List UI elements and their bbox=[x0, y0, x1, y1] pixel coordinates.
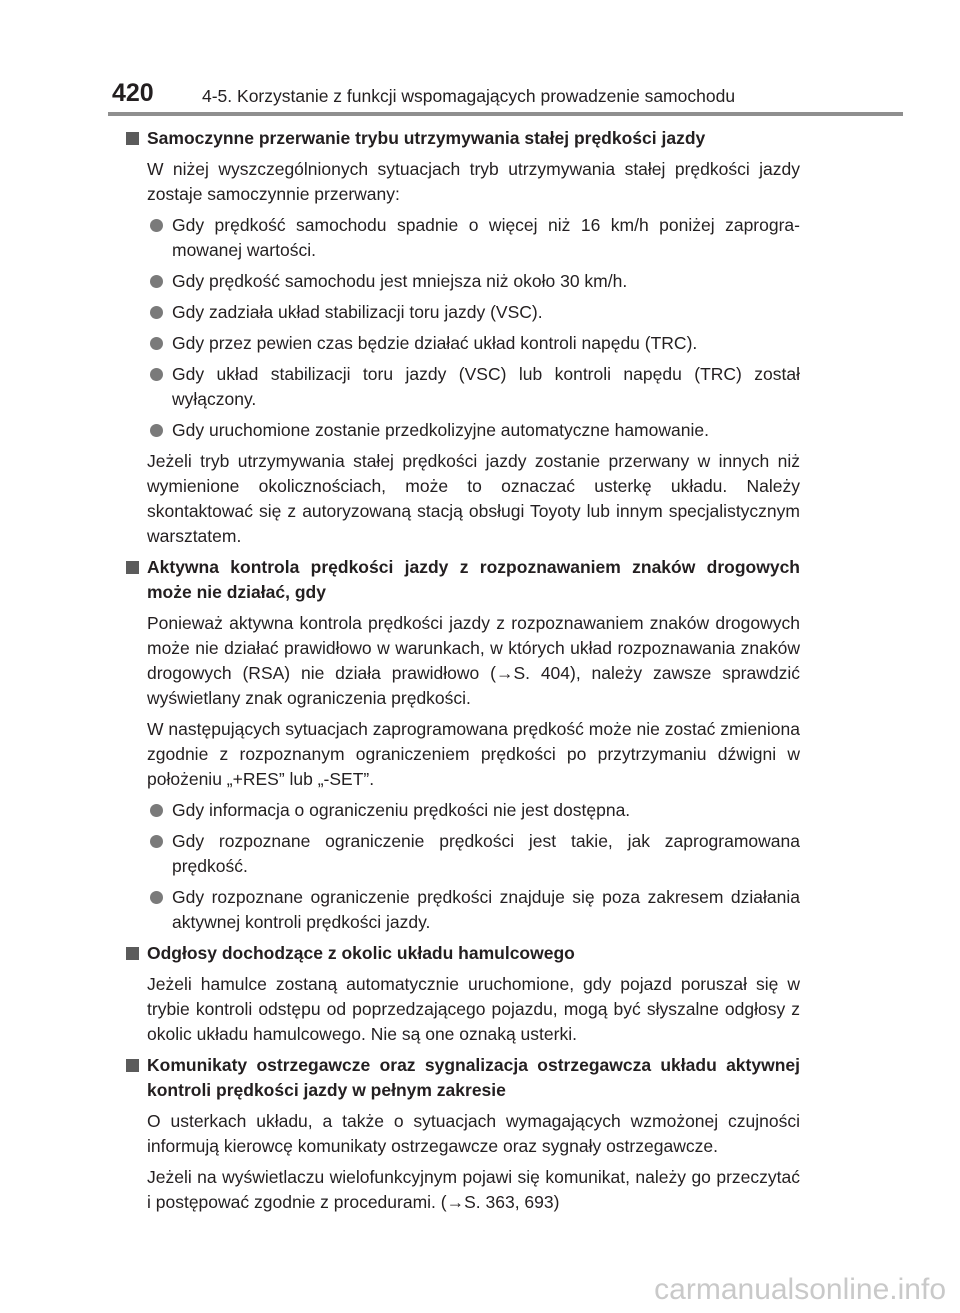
list-item-text: Gdy prędkość samochodu jest mniejsza niż około 30 km/h. bbox=[172, 271, 628, 291]
list-item bbox=[124, 300, 800, 325]
round-bullet-icon bbox=[150, 891, 163, 904]
section-warnings bbox=[124, 1053, 800, 1215]
header-divider bbox=[108, 112, 903, 116]
list-item-text: Gdy zadziała układ stabilizacji toru jazdy (VSC). bbox=[172, 302, 543, 322]
section-auto-cancel bbox=[124, 126, 800, 549]
round-bullet-icon bbox=[150, 804, 163, 817]
section-heading-text: Aktywna kontrola prędkości jazdy z rozpoznawaniem znaków drogowych może nie działać, gdy bbox=[147, 557, 800, 602]
list-item bbox=[124, 418, 800, 443]
round-bullet-icon bbox=[150, 219, 163, 232]
list-item-text: Gdy rozpoznane ograniczenie prędkości jest takie, jak zaprogramowana prędkość. bbox=[172, 831, 800, 876]
round-bullet-icon bbox=[150, 424, 163, 437]
paragraph: Jeżeli hamulce zostaną automatycznie uruchomione, gdy pojazd poruszał się w trybie kontroli odstępu od poprzedzającego pojazdu, mogą być słyszalne odgłosy z okolic układu hamulcowego. Nie są one oznaką usterki. bbox=[147, 974, 800, 1044]
section-heading-text: Komunikaty ostrzegawcze oraz sygnalizacja ostrzegawcza układu aktywnej kontroli prędkości jazdy w pełnym zakresie bbox=[147, 1055, 800, 1100]
paragraph: O usterkach układu, a także o sytuacjach wymagających wzmożonej czujności informują kierowcę komunikaty ostrzegawcze oraz sygnały ostrzegawcze. bbox=[147, 1111, 800, 1156]
list-item bbox=[124, 829, 800, 879]
square-bullet-icon bbox=[126, 561, 139, 574]
paragraph: Jeżeli tryb utrzymywania stałej prędkości jazdy zostanie przerwany w innych niż wymienione okolicznościach, może to oznaczać usterkę układu. Należy skontaktować się z autoryzowaną stacją obsługi Toyoty lub innym specjalistycznym warsztatem. bbox=[147, 451, 800, 546]
section-heading bbox=[124, 941, 800, 966]
section-heading bbox=[124, 126, 800, 151]
section-brake-noise bbox=[124, 941, 800, 1047]
list-item bbox=[124, 269, 800, 294]
paragraph: Jeżeli na wyświetlaczu wielofunkcyjnym pojawi się komunikat, należy go przeczytać i postępować zgodnie z procedurami. (→S. 363, 693) bbox=[147, 1167, 800, 1212]
round-bullet-icon bbox=[150, 368, 163, 381]
paragraph: Ponieważ aktywna kontrola prędkości jazdy z rozpoznawaniem znaków drogowych może nie działać prawidłowo w warunkach, w których układ rozpoznawania znaków drogowych (RSA) nie działa prawidłowo (→S. 404), należy zawsze sprawdzić wyświetlany znak ograniczenia prędkości. bbox=[147, 613, 800, 708]
round-bullet-icon bbox=[150, 835, 163, 848]
list-item bbox=[124, 885, 800, 935]
list-item-text: Gdy prędkość samochodu spadnie o więcej niż 16 km/h poniżej zaprogramowanej wartości. bbox=[172, 215, 800, 260]
list-item-text: Gdy rozpoznane ograniczenie prędkości znajduje się poza zakresem działania aktywnej kontroli prędkości jazdy. bbox=[172, 887, 800, 932]
round-bullet-icon bbox=[150, 306, 163, 319]
list-item bbox=[124, 213, 800, 263]
page-content bbox=[124, 126, 800, 1221]
watermark: carmanualsonline.info bbox=[654, 1273, 946, 1306]
list-item-text: Gdy informacja o ograniczeniu prędkości nie jest dostępna. bbox=[172, 800, 631, 820]
section-sign-recognition bbox=[124, 555, 800, 935]
paragraph: W następujących sytuacjach zaprogramowana prędkość może nie zostać zmieniona zgodnie z rozpoznanym ograniczeniem prędkości po przytrzymaniu dźwigni w położeniu „+RES” lub „-SET”. bbox=[147, 719, 800, 789]
list-item-text: Gdy uruchomione zostanie przedkolizyjne automatyczne hamowanie. bbox=[172, 420, 709, 440]
square-bullet-icon bbox=[126, 947, 139, 960]
round-bullet-icon bbox=[150, 337, 163, 350]
section-heading bbox=[124, 555, 800, 605]
section-heading-text: Samoczynne przerwanie trybu utrzymywania stałej prędkości jazdy bbox=[147, 128, 706, 148]
square-bullet-icon bbox=[126, 1059, 139, 1072]
square-bullet-icon bbox=[126, 132, 139, 145]
section-heading-text: Odgłosy dochodzące z okolic układu hamulcowego bbox=[147, 943, 575, 963]
list-item-text: Gdy układ stabilizacji toru jazdy (VSC) lub kontroli napędu (TRC) został wyłączony. bbox=[172, 364, 800, 409]
section-heading bbox=[124, 1053, 800, 1103]
list-item bbox=[124, 798, 800, 823]
chapter-title: 4-5. Korzystanie z funkcji wspomagających prowadzenie samochodu bbox=[202, 86, 736, 106]
list-item bbox=[124, 331, 800, 356]
paragraph: W niżej wyszczególnionych sytuacjach tryb utrzymywania stałej prędkości jazdy zostaje samoczynnie przerwany: bbox=[147, 159, 800, 204]
page-number: 420 bbox=[112, 79, 154, 107]
round-bullet-icon bbox=[150, 275, 163, 288]
list-item-text: Gdy przez pewien czas będzie działać układ kontroli napędu (TRC). bbox=[172, 333, 698, 353]
list-item bbox=[124, 362, 800, 412]
